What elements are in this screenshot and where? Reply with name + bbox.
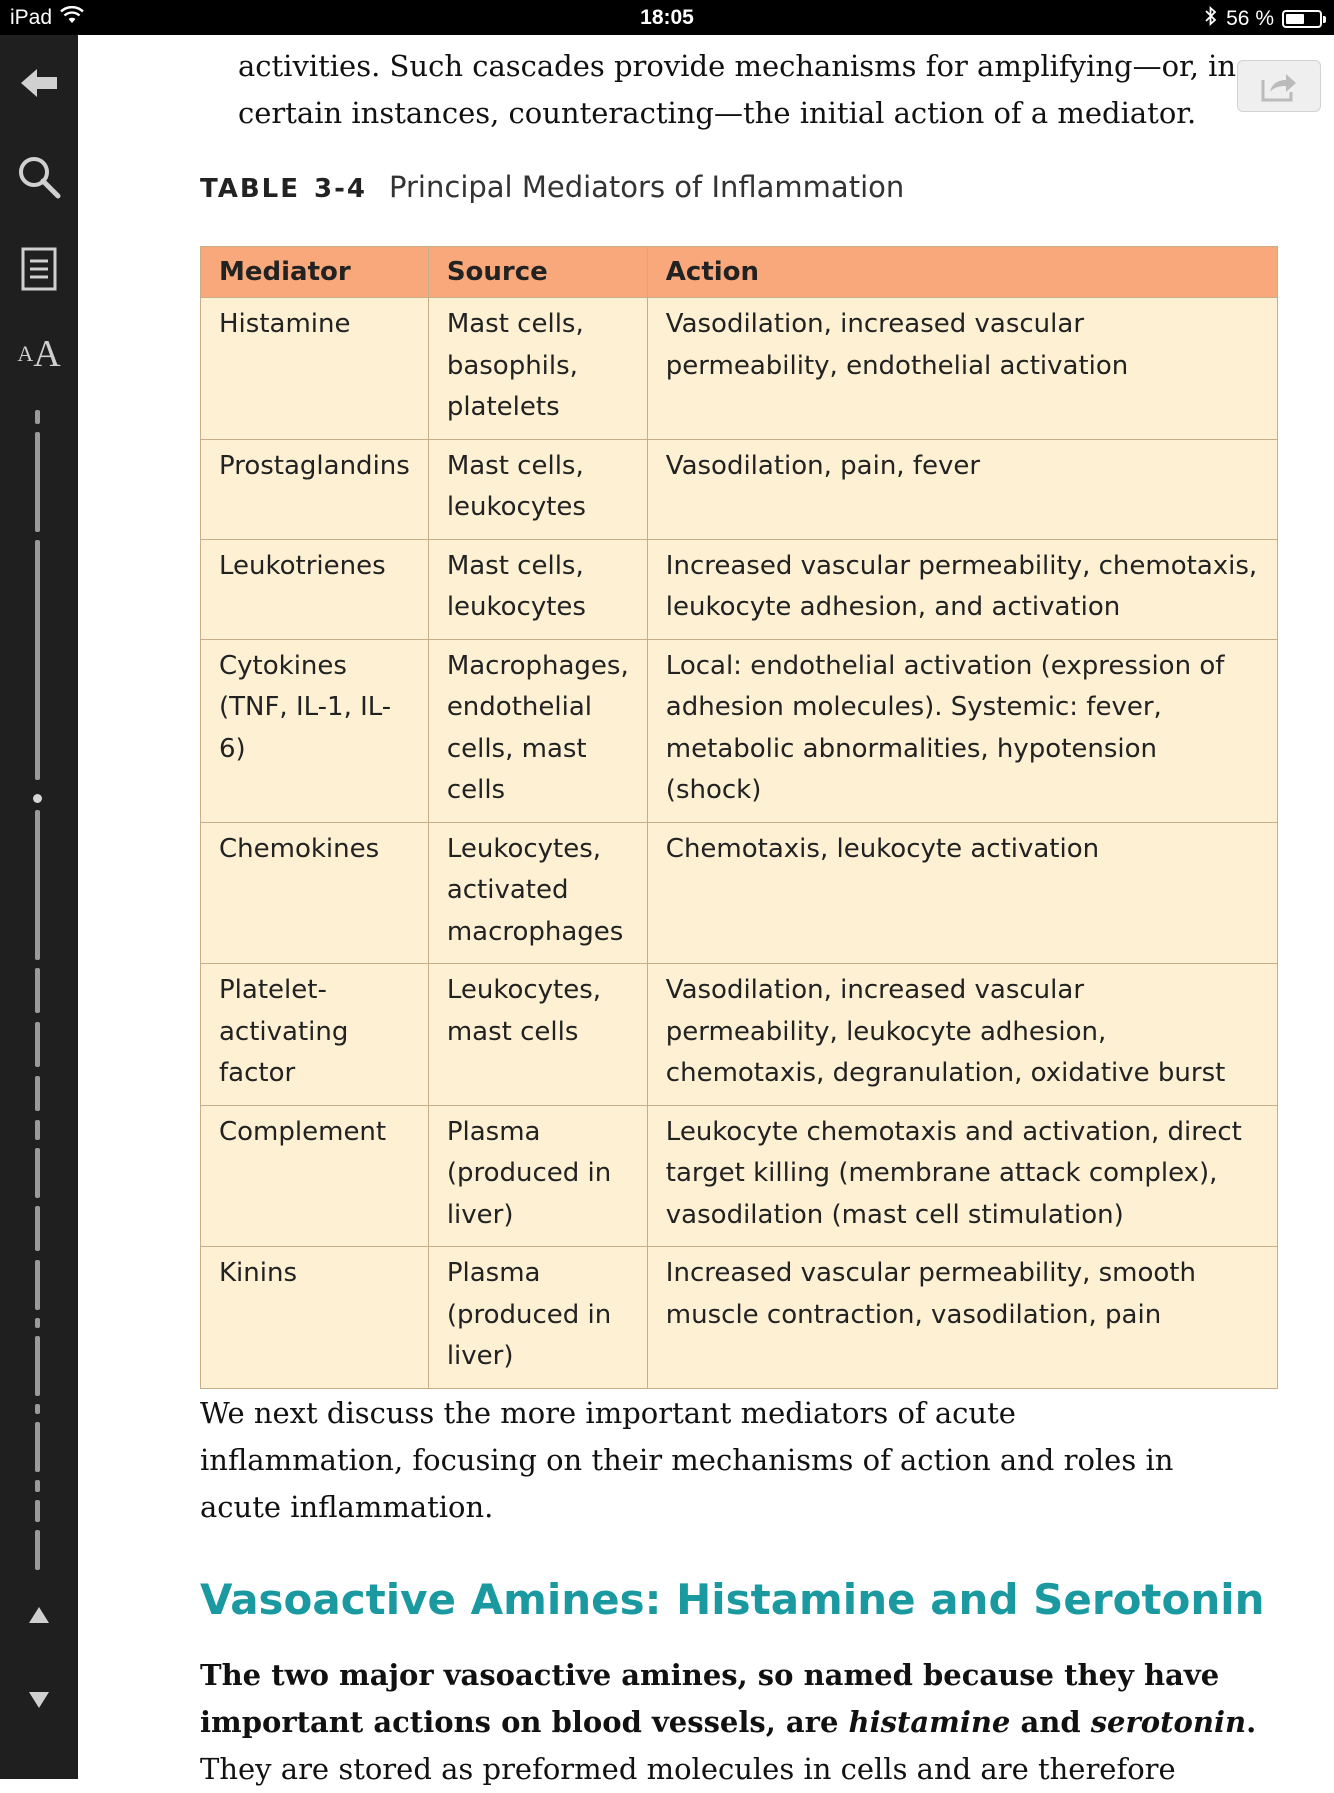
mediators-table <box>200 246 1278 1389</box>
bluetooth-icon <box>1204 6 1218 32</box>
cell-source: Mast cells, basophils, platelets <box>428 298 647 440</box>
header-mediator: Mediator <box>201 247 429 298</box>
table-number: 3-4 <box>313 174 367 204</box>
table-row <box>201 822 1278 964</box>
share-button[interactable] <box>1237 60 1321 112</box>
wifi-icon <box>60 6 84 30</box>
section-heading: Vasoactive Amines: Histamine and Serotonin <box>200 1575 1265 1624</box>
after-table-paragraph: We next discuss the more important mediators of acute inflammation, focusing on their mechanisms of action and roles in acute inflammation. <box>200 1396 1174 1524</box>
cell-source: Mast cells, leukocytes <box>428 539 647 639</box>
font-size-button[interactable] <box>0 330 78 378</box>
cell-action: Vasodilation, increased vascular permeability, endothelial activation <box>647 298 1277 440</box>
cell-action: Vasodilation, increased vascular permeability, leukocyte adhesion, chemotaxis, degranulation, oxidative burst <box>647 964 1277 1106</box>
paragraph-and: and <box>1010 1705 1091 1739</box>
header-source: Source <box>428 247 647 298</box>
cell-mediator: Histamine <box>201 298 429 440</box>
device-name: iPad <box>10 6 53 29</box>
table-header-row <box>201 247 1278 298</box>
back-arrow-icon <box>19 66 59 100</box>
table-of-contents-icon <box>21 247 57 291</box>
page-scrubber[interactable] <box>32 410 42 1600</box>
cell-mediator: Chemokines <box>201 822 429 964</box>
table-row <box>201 439 1278 539</box>
cell-action: Vasodilation, pain, fever <box>647 439 1277 539</box>
share-icon <box>1259 70 1299 102</box>
page-down-button[interactable] <box>0 1685 78 1715</box>
back-button[interactable] <box>0 65 78 101</box>
paragraph-last-line: They are stored as preformed molecules in cells and are therefore <box>200 1752 1176 1786</box>
cell-source: Plasma (produced in liver) <box>428 1247 647 1389</box>
term-serotonin: serotonin <box>1090 1705 1247 1739</box>
table-caption <box>200 170 904 205</box>
page-up-button[interactable] <box>0 1600 78 1630</box>
table-row <box>201 298 1278 440</box>
table-title: Principal Mediators of Inflammation <box>389 170 905 204</box>
battery-percent: 56 % <box>1226 7 1274 30</box>
paragraph-end: . <box>1246 1705 1257 1739</box>
cell-action: Leukocyte chemotaxis and activation, direct target killing (membrane attack complex), vasodilation (mast cell stimulation) <box>647 1105 1277 1247</box>
paragraph-text: The two major vasoactive amines, so named because they have important actions on blood vessels, are <box>200 1658 1220 1739</box>
header-action: Action <box>647 247 1277 298</box>
table-row <box>201 964 1278 1106</box>
cell-action: Increased vascular permeability, smooth muscle contraction, vasodilation, pain <box>647 1247 1277 1389</box>
triangle-up-icon <box>27 1605 51 1625</box>
search-icon <box>16 154 62 200</box>
cell-mediator: Kinins <box>201 1247 429 1389</box>
term-histamine: histamine <box>848 1705 1011 1739</box>
toc-button[interactable] <box>0 245 78 293</box>
battery-icon <box>1282 10 1322 28</box>
search-button[interactable] <box>0 155 78 199</box>
cell-mediator: Prostaglandins <box>201 439 429 539</box>
battery-level <box>1286 14 1304 24</box>
table-row <box>201 639 1278 822</box>
page-content <box>78 35 1334 1786</box>
section-paragraph <box>200 1652 1260 1793</box>
triangle-down-icon <box>27 1690 51 1710</box>
cell-source: Leukocytes, mast cells <box>428 964 647 1106</box>
cell-mediator: Platelet-activating factor <box>201 964 429 1106</box>
table-label: TABLE <box>200 174 300 204</box>
intro-paragraph: activities. Such cascades provide mechanisms for amplifying—or, in certain instances, counteracting—the initial action of a mediator. <box>238 49 1237 130</box>
font-big-label: A <box>33 333 61 375</box>
table-row <box>201 1247 1278 1389</box>
status-bar <box>0 0 1334 35</box>
cell-mediator: Cytokines (TNF, IL-1, IL-6) <box>201 639 429 822</box>
cell-mediator: Complement <box>201 1105 429 1247</box>
cell-action: Chemotaxis, leukocyte activation <box>647 822 1277 964</box>
table-row <box>201 1105 1278 1247</box>
table-row <box>201 539 1278 639</box>
font-small-label: A <box>17 341 34 366</box>
cell-source: Macrophages, endothelial cells, mast cells <box>428 639 647 822</box>
cell-mediator: Leukotrienes <box>201 539 429 639</box>
cell-source: Mast cells, leukocytes <box>428 439 647 539</box>
clock: 18:05 <box>640 6 694 29</box>
reader-sidebar <box>0 35 78 1779</box>
cell-action: Local: endothelial activation (expression of adhesion molecules). Systemic: fever, metabolic abnormalities, hypotension (shock) <box>647 639 1277 822</box>
cell-action: Increased vascular permeability, chemotaxis, leukocyte adhesion, and activation <box>647 539 1277 639</box>
scrubber-knob[interactable] <box>33 794 42 803</box>
cell-source: Plasma (produced in liver) <box>428 1105 647 1247</box>
cell-source: Leukocytes, activated macrophages <box>428 822 647 964</box>
